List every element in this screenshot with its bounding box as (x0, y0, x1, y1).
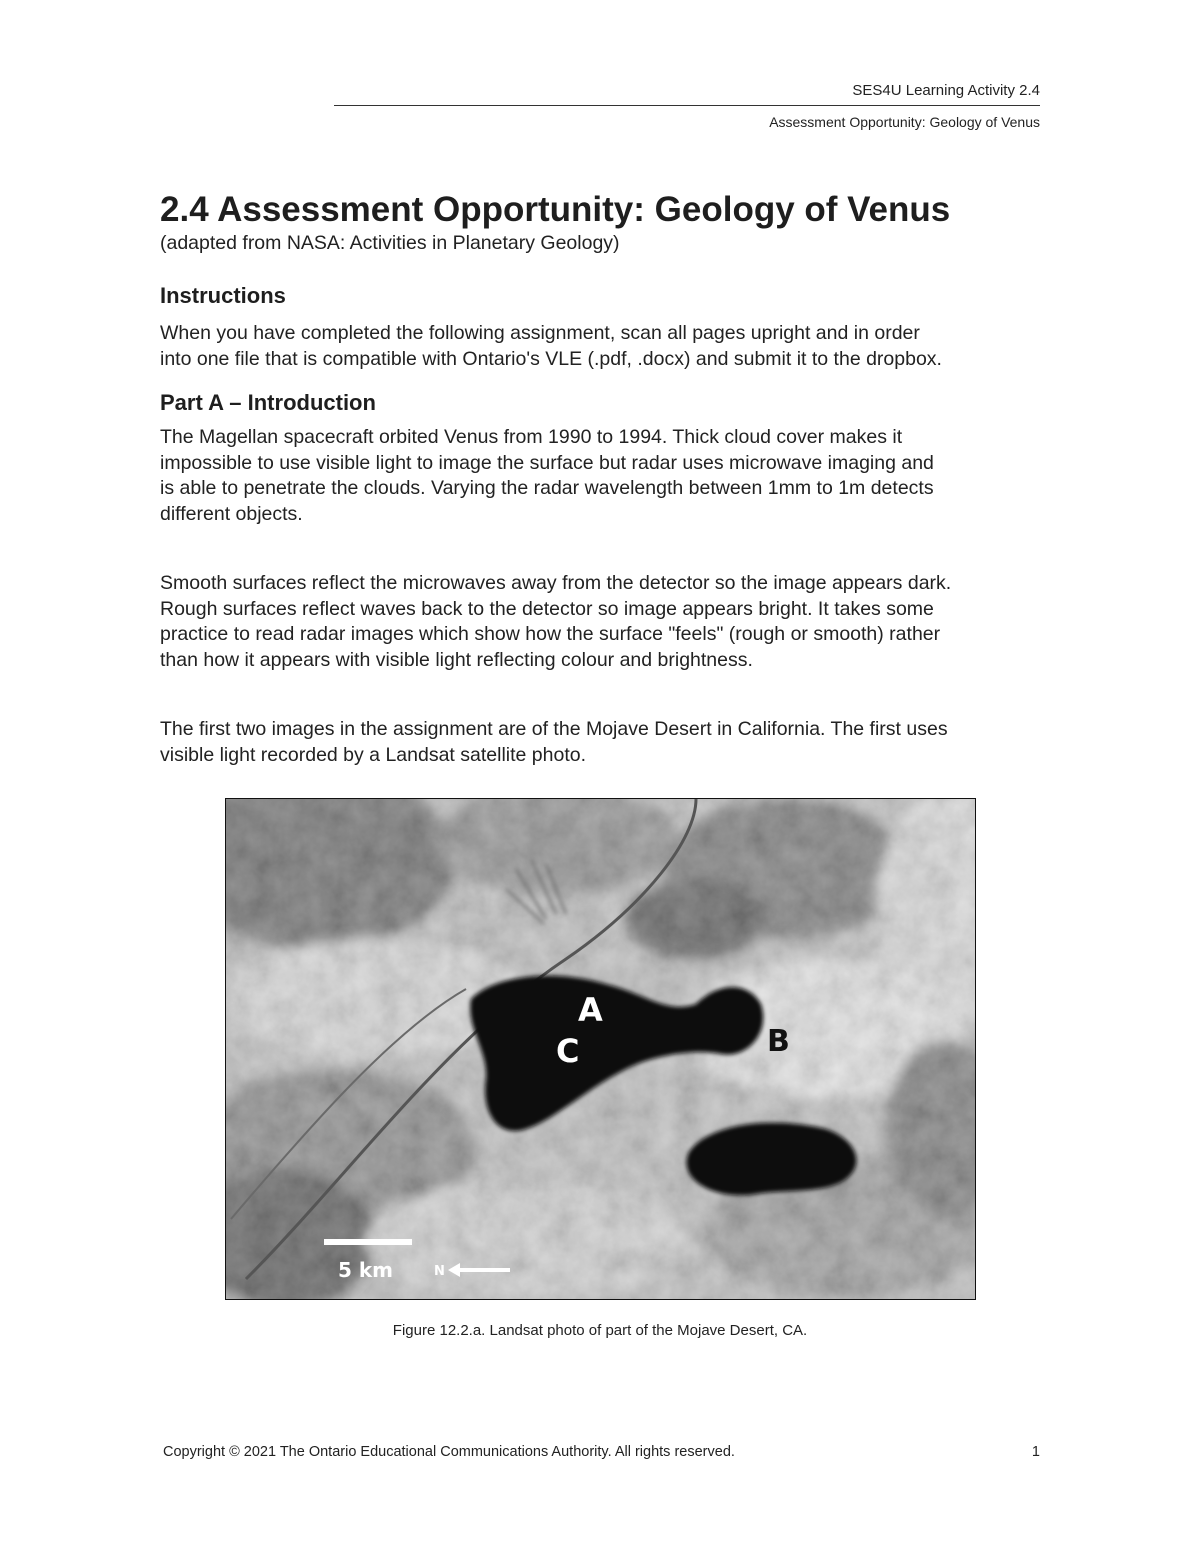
figure-caption: Figure 12.2.a. Landsat photo of part of the Mojave Desert, CA. (392, 1322, 808, 1339)
instructions-line: into one file that is compatible with Ontario's VLE (.pdf, .docx) and submit it to the dropbox. (160, 347, 942, 370)
page-number: 1 (1031, 1444, 1040, 1460)
source-note: (adapted from NASA: Activities in Planetary Geology) (160, 232, 620, 254)
paragraph-line: The Magellan spacecraft orbited Venus from 1990 to 1994. Thick cloud cover makes it (160, 426, 903, 448)
scale-bar (324, 1239, 412, 1245)
instructions-line: When you have completed the following assignment, scan all pages upright and in order (160, 322, 920, 344)
page-title: 2.4 Assessment Opportunity: Geology of Venus (160, 190, 951, 229)
figure-label-b: B (767, 1024, 790, 1059)
paragraph-line: impossible to use visible light to image the surface but radar uses microwave imaging and (160, 451, 934, 474)
paragraph-line: is able to penetrate the clouds. Varying the radar wavelength between 1mm to 1m detects (160, 477, 934, 499)
paragraph-line: than how it appears with visible light reflecting colour and brightness. (160, 648, 753, 671)
paragraph-line: visible light recorded by a Landsat satellite photo. (160, 743, 587, 766)
paragraph-line: practice to read radar images which show how the surface "feels" (rough or smooth) rather (160, 623, 941, 645)
header-course: SES4U Learning Activity 2.4 (852, 82, 1040, 99)
north-label: N (434, 1264, 445, 1279)
paragraph-magellan (160, 425, 1025, 527)
landsat-photo (226, 799, 975, 1299)
figure-label-c: C (556, 1032, 580, 1070)
paragraph-line: Smooth surfaces reflect the microwaves away from the detector so the image appears dark. (160, 572, 952, 594)
paragraph-surfaces (160, 571, 1025, 673)
paragraph-line: The first two images in the assignment are of the Mojave Desert in California. The first uses (160, 718, 948, 740)
document-body (160, 190, 1025, 768)
header-subtitle: Assessment Opportunity: Geology of Venus (769, 114, 1040, 130)
instructions-heading: Instructions (160, 283, 286, 308)
scale-label: 5 km (338, 1258, 394, 1282)
part-a-heading: Part A – Introduction (160, 390, 376, 415)
paragraph-line: different objects. (160, 502, 303, 525)
paragraph-mojave (160, 717, 1025, 768)
header-divider (334, 105, 1040, 106)
footer-copyright: Copyright © 2021 The Ontario Educational Communications Authority. All rights reserved. (163, 1444, 735, 1460)
landsat-figure (225, 798, 976, 1300)
figure-label-a: A (578, 991, 603, 1029)
paragraph-line: Rough surfaces reflect waves back to the detector so image appears bright. It takes some (160, 597, 934, 620)
